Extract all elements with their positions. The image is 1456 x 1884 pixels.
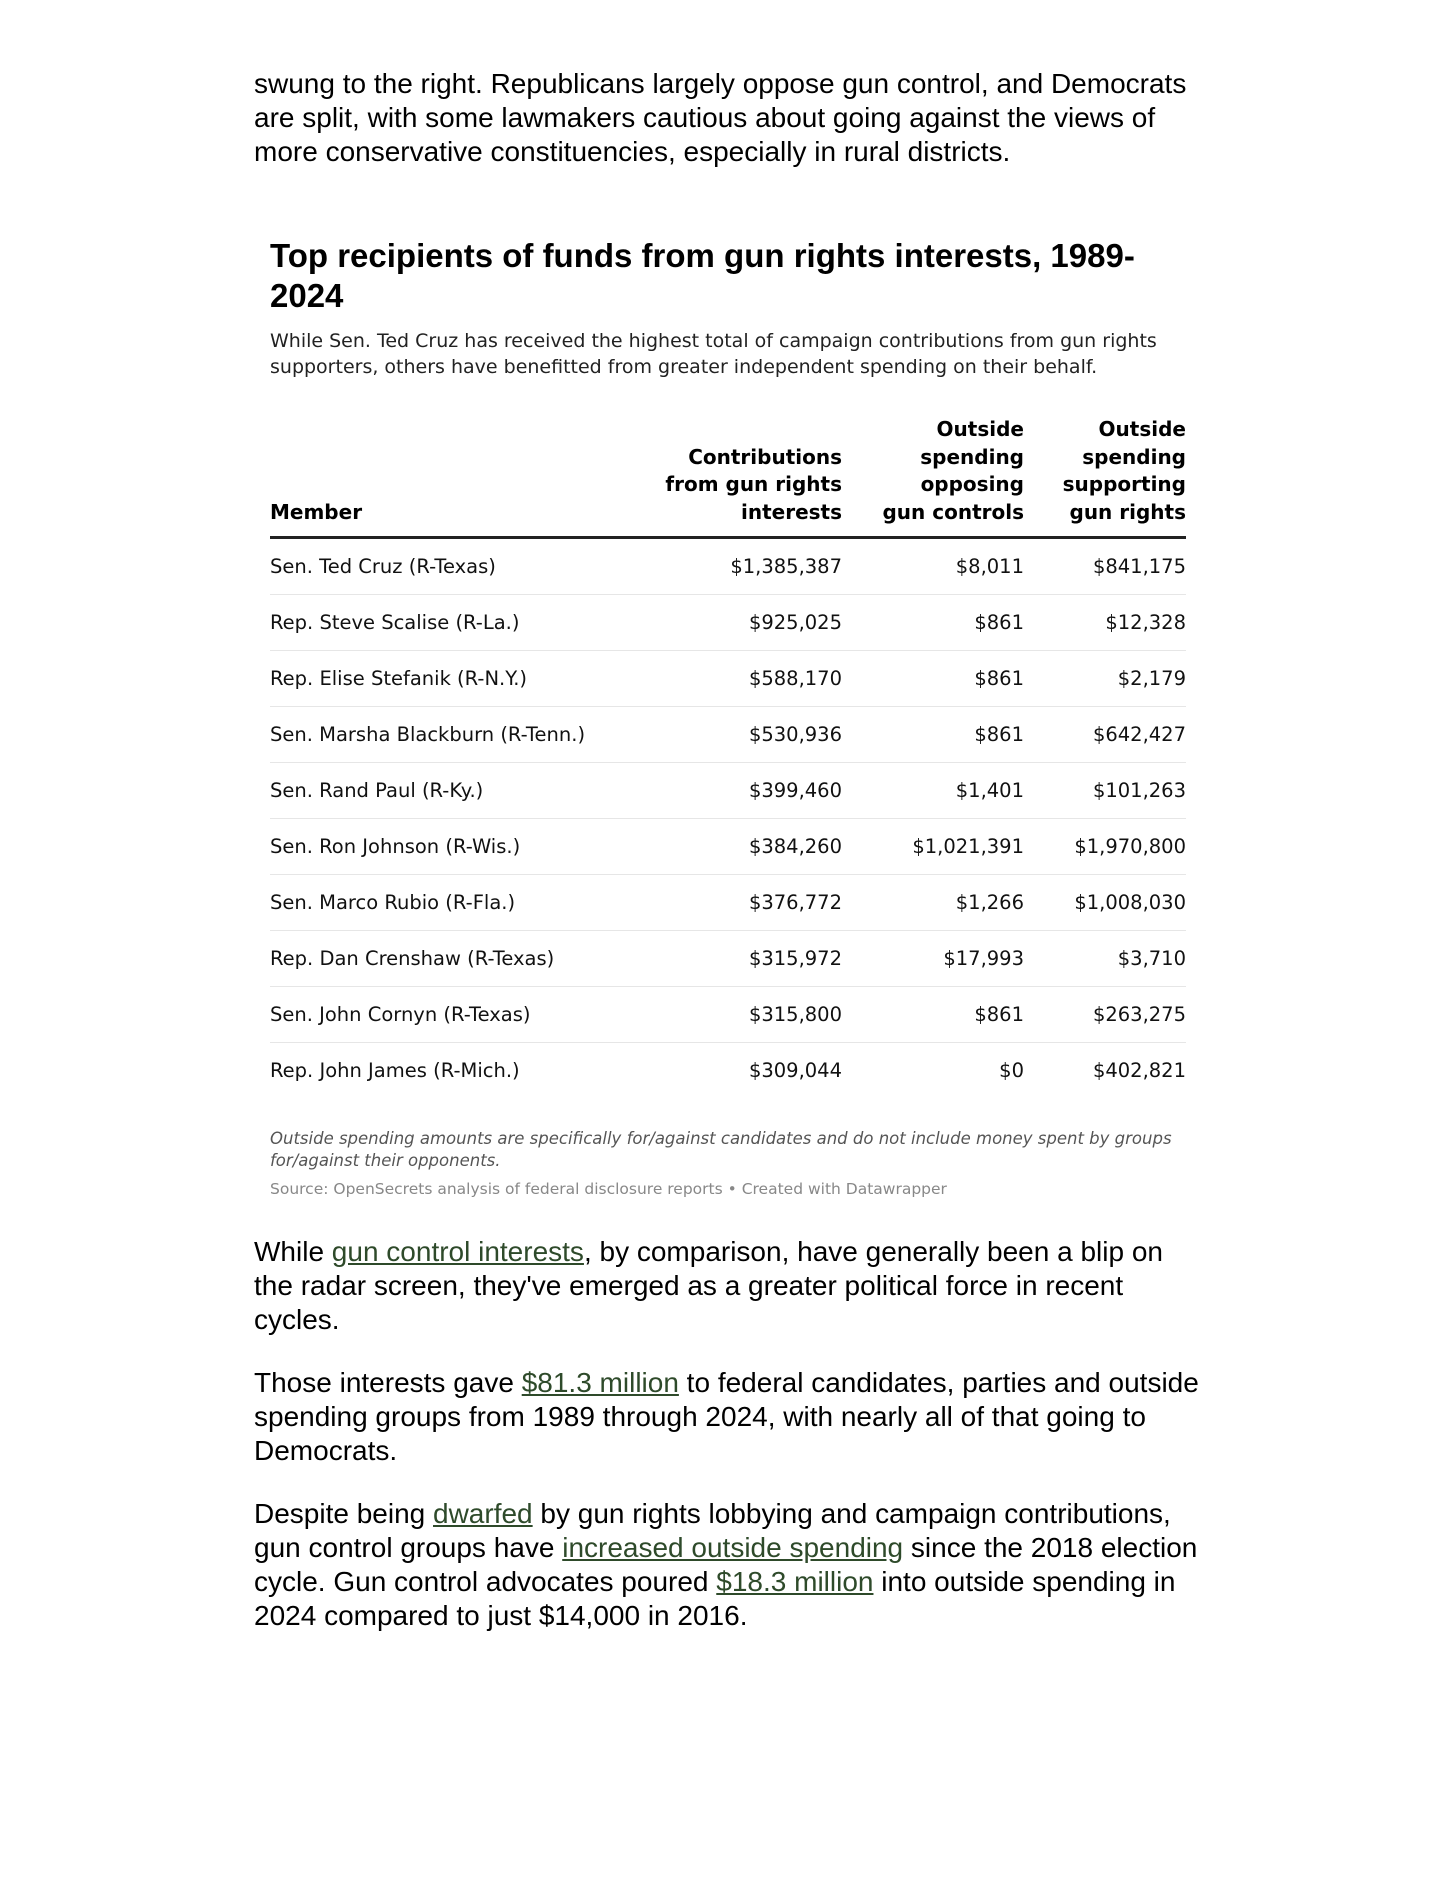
link-81-million[interactable]: $81.3 million (521, 1367, 679, 1398)
link-gun-control-interests[interactable]: gun control interests (331, 1236, 584, 1267)
cell-member: Sen. Ron Johnson (R-Wis.) (270, 819, 642, 875)
cell-member: Sen. John Cornyn (R-Texas) (270, 987, 642, 1043)
cell-supporting-gun-rights: $642,427 (1024, 707, 1186, 763)
text-segment: into outside spending in 2024 compared to just $14,000 in 2016. (254, 1566, 1176, 1631)
cell-contributions: $1,385,387 (642, 538, 842, 595)
cell-opposing-gun-controls: $17,993 (842, 931, 1024, 987)
cell-supporting-gun-rights: $2,179 (1024, 651, 1186, 707)
text-segment: since the 2018 election cycle. Gun control advocates poured (254, 1532, 1198, 1597)
chart-description: While Sen. Ted Cruz has received the highest total of campaign contributions from gun rights supporters, others have benefitted from greater independent spending on their behalf. (270, 330, 1157, 378)
cell-supporting-gun-rights: $101,263 (1024, 763, 1186, 819)
text-segment: Despite being (254, 1498, 434, 1529)
cell-supporting-gun-rights: $3,710 (1024, 931, 1186, 987)
table-row (270, 707, 1186, 763)
chart-title: Top recipients of funds from gun rights interests, 1989-2024 (270, 237, 1135, 314)
cell-supporting-gun-rights: $402,821 (1092, 1059, 1186, 1082)
cell-opposing-gun-controls: $861 (842, 595, 1024, 651)
table-row (270, 987, 1186, 1043)
cell-contributions: $309,044 (748, 1059, 842, 1082)
chart-footnote: Outside spending amounts are specifically for/against candidates and do not include money spent by groups for/against their opponents. (270, 1129, 1172, 1170)
cell-member: Rep. John James (R-Mich.) (270, 1059, 520, 1082)
cell-opposing-gun-controls: $861 (842, 987, 1024, 1043)
table-row (270, 595, 1186, 651)
cell-supporting-gun-rights: $1,008,030 (1024, 875, 1186, 931)
table-row (270, 875, 1186, 931)
text-segment: by gun rights lobbying and campaign contributions, gun control groups have (254, 1498, 1171, 1563)
text-segment: to federal candidates, parties and outside spending groups from 1989 through 2024, with nearly all of that going to Democrats. (254, 1367, 1199, 1466)
cell-contributions: $399,460 (642, 763, 842, 819)
cell-contributions: $530,936 (642, 707, 842, 763)
cell-contributions: $315,800 (642, 987, 842, 1043)
cell-opposing-gun-controls: $1,021,391 (842, 819, 1024, 875)
cell-member: Sen. Marco Rubio (R-Fla.) (270, 875, 642, 931)
cell-supporting-gun-rights: $263,275 (1024, 987, 1186, 1043)
table-row (270, 931, 1186, 987)
cell-member: Rep. Steve Scalise (R-La.) (270, 595, 642, 651)
recipients-table (270, 416, 1186, 1098)
cell-supporting-gun-rights: $1,970,800 (1024, 819, 1186, 875)
table-row (270, 819, 1186, 875)
table-row (270, 763, 1186, 819)
column-header-contributions: Contributions from gun rights interests (642, 416, 842, 538)
cell-contributions: $588,170 (642, 651, 842, 707)
table-row (270, 651, 1186, 707)
column-header-opposing-gun-controls: Outside spending opposing gun controls (842, 416, 1024, 538)
text-segment: Those interests gave (254, 1367, 522, 1398)
link-dwarfed[interactable]: dwarfed (433, 1498, 533, 1529)
chart-source: Source: OpenSecrets analysis of federal disclosure reports • Created with Datawrapper (270, 1180, 947, 1198)
cell-supporting-gun-rights: $12,328 (1024, 595, 1186, 651)
paragraph-gun-control-interests (254, 1235, 1204, 1337)
cell-opposing-gun-controls: $8,011 (842, 538, 1024, 595)
cell-member: Sen. Rand Paul (R-Ky.) (270, 763, 642, 819)
paragraph-outside-spending (254, 1497, 1204, 1633)
intro-paragraph: swung to the right. Republicans largely oppose gun control, and Democrats are split, with some lawmakers cautious about going against the views of more conservative constituencies, especially in rural districts. (254, 68, 1187, 167)
cell-opposing-gun-controls: $861 (842, 707, 1024, 763)
cell-supporting-gun-rights: $841,175 (1024, 538, 1186, 595)
cell-member: Sen. Ted Cruz (R-Texas) (270, 538, 642, 595)
text-segment: While (254, 1236, 332, 1267)
column-header-supporting-gun-rights: Outside spending supporting gun rights (1024, 416, 1186, 538)
column-header-member: Member (270, 416, 642, 538)
cell-contributions: $384,260 (642, 819, 842, 875)
table-row (270, 538, 1186, 595)
cell-opposing-gun-controls: $1,266 (842, 875, 1024, 931)
cell-contributions: $376,772 (642, 875, 842, 931)
table-header-row (270, 416, 1186, 538)
text-segment: , by comparison, have generally been a blip on the radar screen, they've emerged as a greater political force in recent cycles. (254, 1236, 1163, 1335)
datawrapper-table-chart (270, 236, 1186, 1200)
cell-opposing-gun-controls: $1,401 (842, 763, 1024, 819)
cell-member: Sen. Marsha Blackburn (R-Tenn.) (270, 707, 642, 763)
cell-contributions: $315,972 (642, 931, 842, 987)
table-row (270, 1043, 1186, 1099)
cell-member: Rep. Dan Crenshaw (R-Texas) (270, 931, 642, 987)
table-body (270, 538, 1186, 1099)
link-18-million[interactable]: $18.3 million (716, 1566, 874, 1597)
cell-opposing-gun-controls: $861 (842, 651, 1024, 707)
paragraph-contributions-total (254, 1366, 1204, 1468)
link-increased-outside-spending[interactable]: increased outside spending (562, 1532, 904, 1563)
cell-contributions: $925,025 (642, 595, 842, 651)
cell-member: Rep. Elise Stefanik (R-N.Y.) (270, 651, 642, 707)
cell-opposing-gun-controls: $0 (999, 1059, 1024, 1082)
